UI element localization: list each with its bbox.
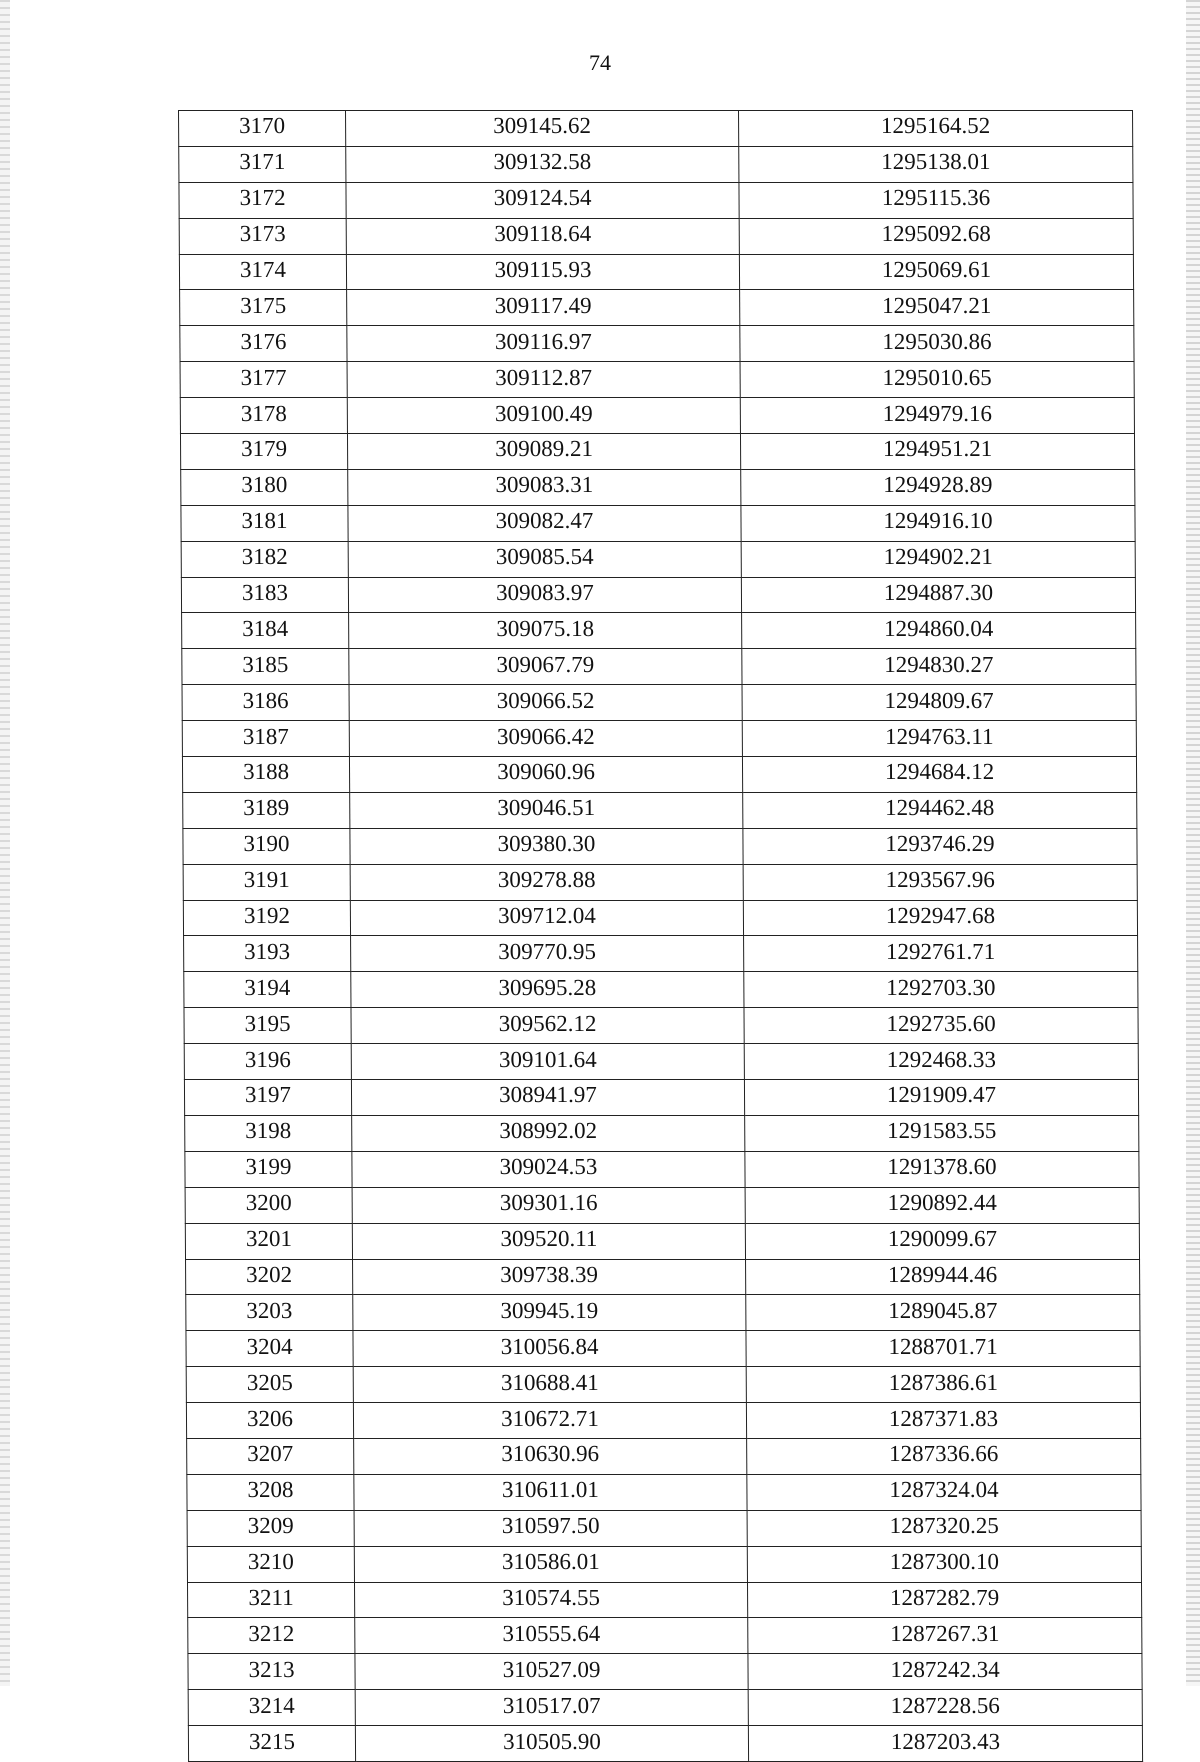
y-coordinate-cell: 1287336.66 bbox=[747, 1438, 1141, 1474]
point-number-cell: 3206 bbox=[186, 1403, 353, 1439]
table-row bbox=[179, 111, 1133, 147]
table-row bbox=[187, 1510, 1141, 1546]
x-coordinate-cell: 310056.84 bbox=[353, 1331, 746, 1367]
table-row bbox=[180, 326, 1134, 362]
y-coordinate-cell: 1287242.34 bbox=[748, 1654, 1142, 1690]
y-coordinate-cell: 1292947.68 bbox=[743, 900, 1137, 936]
point-number-cell: 3181 bbox=[181, 505, 348, 541]
point-number-cell: 3212 bbox=[188, 1618, 355, 1654]
point-number-cell: 3188 bbox=[182, 757, 349, 793]
point-number-cell: 3179 bbox=[180, 434, 347, 470]
y-coordinate-cell: 1289944.46 bbox=[746, 1259, 1140, 1295]
y-coordinate-cell: 1289045.87 bbox=[746, 1295, 1140, 1331]
y-coordinate-cell: 1294763.11 bbox=[742, 721, 1136, 757]
point-number-cell: 3174 bbox=[179, 254, 346, 290]
x-coordinate-cell: 310555.64 bbox=[355, 1618, 748, 1654]
x-coordinate-cell: 309066.42 bbox=[349, 721, 742, 757]
y-coordinate-cell: 1287300.10 bbox=[747, 1546, 1141, 1582]
y-coordinate-cell: 1292703.30 bbox=[744, 972, 1138, 1008]
point-number-cell: 3187 bbox=[182, 721, 349, 757]
x-coordinate-cell: 309124.54 bbox=[346, 182, 739, 218]
y-coordinate-cell: 1294684.12 bbox=[742, 757, 1136, 793]
point-number-cell: 3177 bbox=[180, 362, 347, 398]
point-number-cell: 3178 bbox=[180, 398, 347, 434]
point-number-cell: 3191 bbox=[183, 864, 350, 900]
table-row bbox=[188, 1618, 1142, 1654]
y-coordinate-cell: 1291583.55 bbox=[745, 1115, 1139, 1151]
x-coordinate-cell: 310611.01 bbox=[354, 1474, 747, 1510]
table-row bbox=[188, 1654, 1142, 1690]
x-coordinate-cell: 309112.87 bbox=[347, 362, 740, 398]
point-number-cell: 3180 bbox=[181, 469, 348, 505]
table-row bbox=[182, 613, 1136, 649]
x-coordinate-cell: 309738.39 bbox=[353, 1259, 746, 1295]
table-row bbox=[182, 649, 1136, 685]
x-coordinate-cell: 309101.64 bbox=[351, 1044, 744, 1080]
y-coordinate-cell: 1287386.61 bbox=[746, 1367, 1140, 1403]
table-row bbox=[182, 757, 1136, 793]
y-coordinate-cell: 1293746.29 bbox=[743, 828, 1137, 864]
table-row bbox=[183, 828, 1137, 864]
x-coordinate-cell: 310630.96 bbox=[354, 1438, 747, 1474]
y-coordinate-cell: 1293567.96 bbox=[743, 864, 1137, 900]
point-number-cell: 3185 bbox=[182, 649, 349, 685]
y-coordinate-cell: 1291378.60 bbox=[745, 1151, 1139, 1187]
table-row bbox=[179, 254, 1133, 290]
point-number-cell: 3194 bbox=[184, 972, 351, 1008]
x-coordinate-cell: 309562.12 bbox=[351, 1008, 744, 1044]
y-coordinate-cell: 1292761.71 bbox=[744, 936, 1138, 972]
y-coordinate-cell: 1287282.79 bbox=[747, 1582, 1141, 1618]
y-coordinate-cell: 1294928.89 bbox=[741, 469, 1135, 505]
point-number-cell: 3198 bbox=[185, 1115, 352, 1151]
x-coordinate-cell: 309770.95 bbox=[351, 936, 744, 972]
y-coordinate-cell: 1294860.04 bbox=[742, 613, 1136, 649]
x-coordinate-cell: 309118.64 bbox=[346, 218, 739, 254]
x-coordinate-cell: 310517.07 bbox=[355, 1690, 748, 1726]
y-coordinate-cell: 1295164.52 bbox=[739, 111, 1133, 147]
point-number-cell: 3192 bbox=[183, 900, 350, 936]
table-row bbox=[185, 1115, 1139, 1151]
y-coordinate-cell: 1287371.83 bbox=[746, 1403, 1140, 1439]
point-number-cell: 3201 bbox=[185, 1223, 352, 1259]
y-coordinate-cell: 1291909.47 bbox=[744, 1080, 1138, 1116]
scan-edge-left bbox=[0, 0, 10, 1686]
x-coordinate-cell: 309520.11 bbox=[352, 1223, 745, 1259]
point-number-cell: 3176 bbox=[180, 326, 347, 362]
x-coordinate-cell: 309116.97 bbox=[347, 326, 740, 362]
x-coordinate-cell: 309117.49 bbox=[347, 290, 740, 326]
table-row bbox=[180, 290, 1134, 326]
x-coordinate-cell: 309100.49 bbox=[347, 398, 740, 434]
table-row bbox=[184, 1044, 1138, 1080]
table-row bbox=[184, 1008, 1138, 1044]
y-coordinate-cell: 1295047.21 bbox=[740, 290, 1134, 326]
x-coordinate-cell: 309046.51 bbox=[350, 792, 743, 828]
point-number-cell: 3190 bbox=[183, 828, 350, 864]
point-number-cell: 3173 bbox=[179, 218, 346, 254]
x-coordinate-cell: 309945.19 bbox=[353, 1295, 746, 1331]
x-coordinate-cell: 309083.97 bbox=[348, 577, 741, 613]
point-number-cell: 3204 bbox=[186, 1331, 353, 1367]
y-coordinate-cell: 1294830.27 bbox=[742, 649, 1136, 685]
table-row bbox=[184, 972, 1138, 1008]
table-row bbox=[188, 1726, 1142, 1762]
point-number-cell: 3215 bbox=[188, 1726, 355, 1762]
table-row bbox=[179, 146, 1133, 182]
table-row bbox=[186, 1403, 1140, 1439]
point-number-cell: 3211 bbox=[187, 1582, 354, 1618]
table-row bbox=[185, 1187, 1139, 1223]
point-number-cell: 3170 bbox=[179, 111, 346, 147]
point-number-cell: 3196 bbox=[184, 1044, 351, 1080]
table-row bbox=[180, 398, 1134, 434]
point-number-cell: 3199 bbox=[185, 1151, 352, 1187]
point-number-cell: 3189 bbox=[183, 792, 350, 828]
x-coordinate-cell: 309066.52 bbox=[349, 685, 742, 721]
table-row bbox=[181, 469, 1135, 505]
x-coordinate-cell: 310574.55 bbox=[354, 1582, 747, 1618]
y-coordinate-cell: 1294809.67 bbox=[742, 685, 1136, 721]
x-coordinate-cell: 310688.41 bbox=[353, 1367, 746, 1403]
point-number-cell: 3186 bbox=[182, 685, 349, 721]
table-row bbox=[184, 936, 1138, 972]
y-coordinate-cell: 1295069.61 bbox=[739, 254, 1133, 290]
table-row bbox=[187, 1438, 1141, 1474]
point-number-cell: 3184 bbox=[182, 613, 349, 649]
table-row bbox=[186, 1295, 1140, 1331]
y-coordinate-cell: 1287324.04 bbox=[747, 1474, 1141, 1510]
point-number-cell: 3203 bbox=[186, 1295, 353, 1331]
y-coordinate-cell: 1295030.86 bbox=[740, 326, 1134, 362]
x-coordinate-cell: 309075.18 bbox=[349, 613, 742, 649]
point-number-cell: 3171 bbox=[179, 146, 346, 182]
y-coordinate-cell: 1287228.56 bbox=[748, 1690, 1142, 1726]
y-coordinate-cell: 1295092.68 bbox=[739, 218, 1133, 254]
table-row bbox=[184, 1080, 1138, 1116]
point-number-cell: 3210 bbox=[187, 1546, 354, 1582]
y-coordinate-cell: 1294916.10 bbox=[741, 505, 1135, 541]
coordinate-table-body bbox=[179, 111, 1143, 1762]
page-number: 74 bbox=[589, 50, 611, 75]
point-number-cell: 3200 bbox=[185, 1187, 352, 1223]
x-coordinate-cell: 309380.30 bbox=[350, 828, 743, 864]
y-coordinate-cell: 1295115.36 bbox=[739, 182, 1133, 218]
x-coordinate-cell: 309083.31 bbox=[348, 469, 741, 505]
y-coordinate-cell: 1294951.21 bbox=[740, 434, 1134, 470]
y-coordinate-cell: 1288701.71 bbox=[746, 1331, 1140, 1367]
point-number-cell: 3195 bbox=[184, 1008, 351, 1044]
x-coordinate-cell: 310505.90 bbox=[355, 1726, 748, 1762]
x-coordinate-cell: 309712.04 bbox=[350, 900, 743, 936]
table-row bbox=[181, 505, 1135, 541]
x-coordinate-cell: 308941.97 bbox=[351, 1080, 744, 1116]
x-coordinate-cell: 310597.50 bbox=[354, 1510, 747, 1546]
table-row bbox=[183, 900, 1137, 936]
x-coordinate-cell: 309067.79 bbox=[349, 649, 742, 685]
point-number-cell: 3193 bbox=[184, 936, 351, 972]
x-coordinate-cell: 310672.71 bbox=[353, 1403, 746, 1439]
table-row bbox=[179, 218, 1133, 254]
x-coordinate-cell: 309695.28 bbox=[351, 972, 744, 1008]
table-row bbox=[187, 1546, 1141, 1582]
y-coordinate-cell: 1290099.67 bbox=[745, 1223, 1139, 1259]
coordinate-table bbox=[178, 110, 1143, 1762]
x-coordinate-cell: 309089.21 bbox=[347, 434, 740, 470]
point-number-cell: 3182 bbox=[181, 541, 348, 577]
scan-edge-right bbox=[1186, 0, 1200, 1686]
x-coordinate-cell: 308992.02 bbox=[352, 1115, 745, 1151]
x-coordinate-cell: 309115.93 bbox=[346, 254, 739, 290]
point-number-cell: 3213 bbox=[188, 1654, 355, 1690]
point-number-cell: 3175 bbox=[180, 290, 347, 326]
x-coordinate-cell: 309145.62 bbox=[346, 111, 739, 147]
x-coordinate-cell: 309132.58 bbox=[346, 146, 739, 182]
table-row bbox=[183, 864, 1137, 900]
y-coordinate-cell: 1290892.44 bbox=[745, 1187, 1139, 1223]
point-number-cell: 3214 bbox=[188, 1690, 355, 1726]
point-number-cell: 3183 bbox=[181, 577, 348, 613]
y-coordinate-cell: 1294462.48 bbox=[743, 792, 1137, 828]
table-row bbox=[180, 434, 1134, 470]
y-coordinate-cell: 1294887.30 bbox=[741, 577, 1135, 613]
table-row bbox=[186, 1259, 1140, 1295]
y-coordinate-cell: 1294979.16 bbox=[740, 398, 1134, 434]
y-coordinate-cell: 1287203.43 bbox=[748, 1726, 1142, 1762]
point-number-cell: 3202 bbox=[186, 1259, 353, 1295]
table-row bbox=[187, 1474, 1141, 1510]
y-coordinate-cell: 1295010.65 bbox=[740, 362, 1134, 398]
table-row bbox=[187, 1582, 1141, 1618]
table-row bbox=[181, 577, 1135, 613]
y-coordinate-cell: 1294902.21 bbox=[741, 541, 1135, 577]
table-row bbox=[182, 721, 1136, 757]
y-coordinate-cell: 1295138.01 bbox=[739, 146, 1133, 182]
x-coordinate-cell: 309024.53 bbox=[352, 1151, 745, 1187]
x-coordinate-cell: 309085.54 bbox=[348, 541, 741, 577]
x-coordinate-cell: 309060.96 bbox=[349, 757, 742, 793]
y-coordinate-cell: 1287267.31 bbox=[748, 1618, 1142, 1654]
table-row bbox=[185, 1223, 1139, 1259]
table-row bbox=[186, 1367, 1140, 1403]
point-number-cell: 3172 bbox=[179, 182, 346, 218]
table-row bbox=[181, 541, 1135, 577]
table-row bbox=[180, 362, 1134, 398]
table-row bbox=[188, 1690, 1142, 1726]
table-row bbox=[185, 1151, 1139, 1187]
x-coordinate-cell: 309301.16 bbox=[352, 1187, 745, 1223]
x-coordinate-cell: 310586.01 bbox=[354, 1546, 747, 1582]
x-coordinate-cell: 309082.47 bbox=[348, 505, 741, 541]
point-number-cell: 3208 bbox=[187, 1474, 354, 1510]
point-number-cell: 3207 bbox=[187, 1438, 354, 1474]
table-row bbox=[182, 685, 1136, 721]
point-number-cell: 3197 bbox=[184, 1080, 351, 1116]
x-coordinate-cell: 309278.88 bbox=[350, 864, 743, 900]
point-number-cell: 3209 bbox=[187, 1510, 354, 1546]
table-row bbox=[179, 182, 1133, 218]
y-coordinate-cell: 1292735.60 bbox=[744, 1008, 1138, 1044]
coordinate-table-wrapper bbox=[178, 110, 1142, 1762]
table-row bbox=[183, 792, 1137, 828]
y-coordinate-cell: 1287320.25 bbox=[747, 1510, 1141, 1546]
table-row bbox=[186, 1331, 1140, 1367]
y-coordinate-cell: 1292468.33 bbox=[744, 1044, 1138, 1080]
point-number-cell: 3205 bbox=[186, 1367, 353, 1403]
x-coordinate-cell: 310527.09 bbox=[355, 1654, 748, 1690]
